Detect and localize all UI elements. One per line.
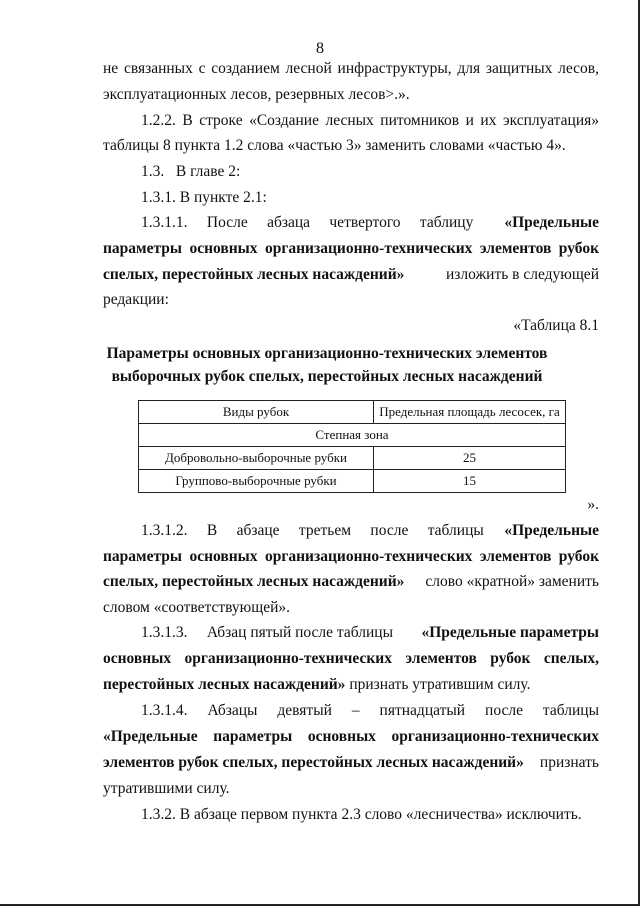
- table-title: выборочных рубок спелых, перестойных лесных насаждений: [111, 368, 543, 385]
- paragraph-text: признать утратившим силу.: [345, 676, 531, 693]
- page-number: 8: [316, 40, 324, 57]
- paragraph-bold-text: перестойных лесных насаждений»: [103, 676, 346, 693]
- table-header-cell: Предельная площадь лесосек, га: [374, 401, 566, 424]
- paragraph-bold-text: «Предельные: [504, 522, 599, 539]
- paragraph-line: не связанных с созданием лесной инфраструктуры, для защитных лесов,: [103, 60, 599, 77]
- paragraph-bold-text: «Предельные параметры: [421, 624, 599, 641]
- paragraph-bold-text: «Предельные: [504, 214, 599, 231]
- table-header-row: [139, 401, 566, 424]
- table-row: [139, 447, 566, 470]
- paragraph-line: [103, 573, 599, 591]
- paragraph-line: основных организационно-технических элементов рубок спелых,: [103, 650, 599, 667]
- paragraph-line: эксплуатационных лесов, резервных лесов>.».: [103, 86, 410, 103]
- paragraph-text: 1.3.1.1. После абзаца четвертого таблицу: [141, 214, 478, 231]
- paragraph-line: 1.3. В главе 2:: [141, 163, 241, 180]
- paragraph-line: [103, 676, 531, 694]
- paragraph-line: [103, 754, 599, 772]
- paragraph-line: [141, 214, 599, 232]
- paragraph-line: 1.2.2. В строке «Создание лесных питомников и их эксплуатация»: [141, 112, 599, 129]
- table-row: [139, 424, 566, 447]
- paragraph-bold-text: спелых, перестойных лесных насаждений»: [103, 266, 405, 283]
- paragraph-line: [141, 522, 599, 540]
- table-cell: 25: [374, 447, 566, 470]
- paragraph-line: редакции:: [103, 291, 169, 308]
- paragraph-text: 1.3.1.2. В абзаце третьем после таблицы: [141, 522, 488, 539]
- paragraph-bold-text: элементов рубок спелых, перестойных лесных насаждений»: [103, 754, 524, 771]
- table-header-cell: Виды рубок: [139, 401, 374, 424]
- paragraph-text: признать: [536, 754, 599, 771]
- table-close: ».: [587, 496, 599, 513]
- table-row: [139, 470, 566, 493]
- paragraph-line: [141, 624, 599, 642]
- cutting-parameters-table: [138, 400, 566, 493]
- table-cell: Добровольно-выборочные рубки: [139, 447, 374, 470]
- paragraph-line: 1.3.1. В пункте 2.1:: [141, 189, 267, 206]
- paragraph-text: изложить в следующей: [442, 266, 599, 283]
- paragraph-line: [103, 266, 599, 284]
- table-title: Параметры основных организационно-технических элементов: [106, 345, 548, 362]
- paragraph-line: параметры основных организационно-технических элементов рубок: [103, 548, 599, 565]
- paragraph-line: 1.3.1.4. Абзацы девятый – пятнадцатый после таблицы: [141, 702, 599, 719]
- table-cell: Группово-выборочные рубки: [139, 470, 374, 493]
- paragraph-line: «Предельные параметры основных организационно-технических: [103, 728, 599, 745]
- paragraph-text: слово «кратной» заменить: [421, 573, 599, 590]
- paragraph-text: 1.3.1.3. Абзац пятый после таблицы: [141, 624, 397, 641]
- table-zone-cell: Степная зона: [139, 424, 566, 447]
- paragraph-line: словом «соответствующей».: [103, 599, 290, 616]
- paragraph-line: 1.3.2. В абзаце первом пункта 2.3 слово «лесничества» исключить.: [141, 806, 582, 823]
- table-cell: 15: [374, 470, 566, 493]
- paragraph-bold-text: спелых, перестойных лесных насаждений»: [103, 573, 405, 590]
- paragraph-line: утратившими силу.: [103, 780, 230, 797]
- table-reference: «Таблица 8.1: [513, 317, 599, 334]
- paragraph-line: параметры основных организационно-технических элементов рубок: [103, 240, 599, 257]
- paragraph-line: таблицы 8 пункта 1.2 слова «частью 3» заменить словами «частью 4».: [103, 137, 566, 154]
